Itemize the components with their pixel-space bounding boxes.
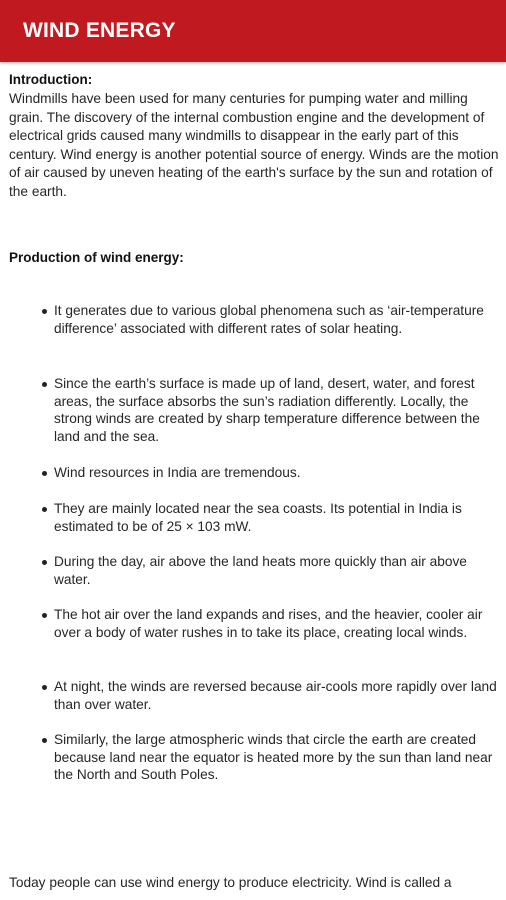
list-item [54,375,499,445]
production-heading: Production of wind energy: [9,250,184,265]
intro-paragraph: Windmills have been used for many centuries for pumping water and milling grain. The discovery of the internal combustion engine and the development of electrical grids caused many windmills to disappear in the early part of this century. Wind energy is another potential source of energy. Winds are the motion of air caused by uneven heating of the earth's surface by the sun and rotation of the earth. [9,91,499,199]
bullet-icon [42,685,47,690]
bullet-text: It generates due to various global phenomena such as ‘air-temperature difference’ associated with different rates of solar heating. [54,303,484,336]
list-item [54,464,499,482]
bullet-text: They are mainly located near the sea coasts. Its potential in India is estimated to be of 25 × 103 mW. [54,501,462,534]
closing-paragraph: Today people can use wind energy to produce electricity. Wind is called a [9,875,452,890]
bullet-text: At night, the winds are reversed because air-cools more rapidly over land than over water. [54,679,497,712]
app-bar [0,0,506,62]
list-item [54,731,499,784]
bullet-icon [42,738,47,743]
page-title: WIND ENERGY [23,19,176,42]
list-item [54,678,499,713]
list-item [54,500,499,535]
bullet-icon [42,309,47,314]
bullet-icon [42,507,47,512]
bullet-icon [42,560,47,565]
intro-heading: Introduction: [9,72,93,87]
bullet-icon [42,382,47,387]
bullet-text: Wind resources in India are tremendous. [54,465,301,480]
list-item [54,553,499,588]
list-item [54,606,499,641]
bullet-text: The hot air over the land expands and rises, and the heavier, cooler air over a body of water rushes in to take its place, creating local winds. [54,607,483,640]
bullet-text: During the day, air above the land heats more quickly than air above water. [54,554,467,587]
bullet-icon [42,613,47,618]
bullet-icon [42,471,47,476]
list-item [54,302,499,337]
bullet-text: Since the earth’s surface is made up of land, desert, water, and forest areas, the surface absorbs the sun’s radiation differently. Locally, the strong winds are created by sharp temperature difference between the land and the sea. [54,376,480,444]
bullet-text: Similarly, the large atmospheric winds that circle the earth are created because land near the equator is heated more by the sun than land near the North and South Poles. [54,732,493,782]
